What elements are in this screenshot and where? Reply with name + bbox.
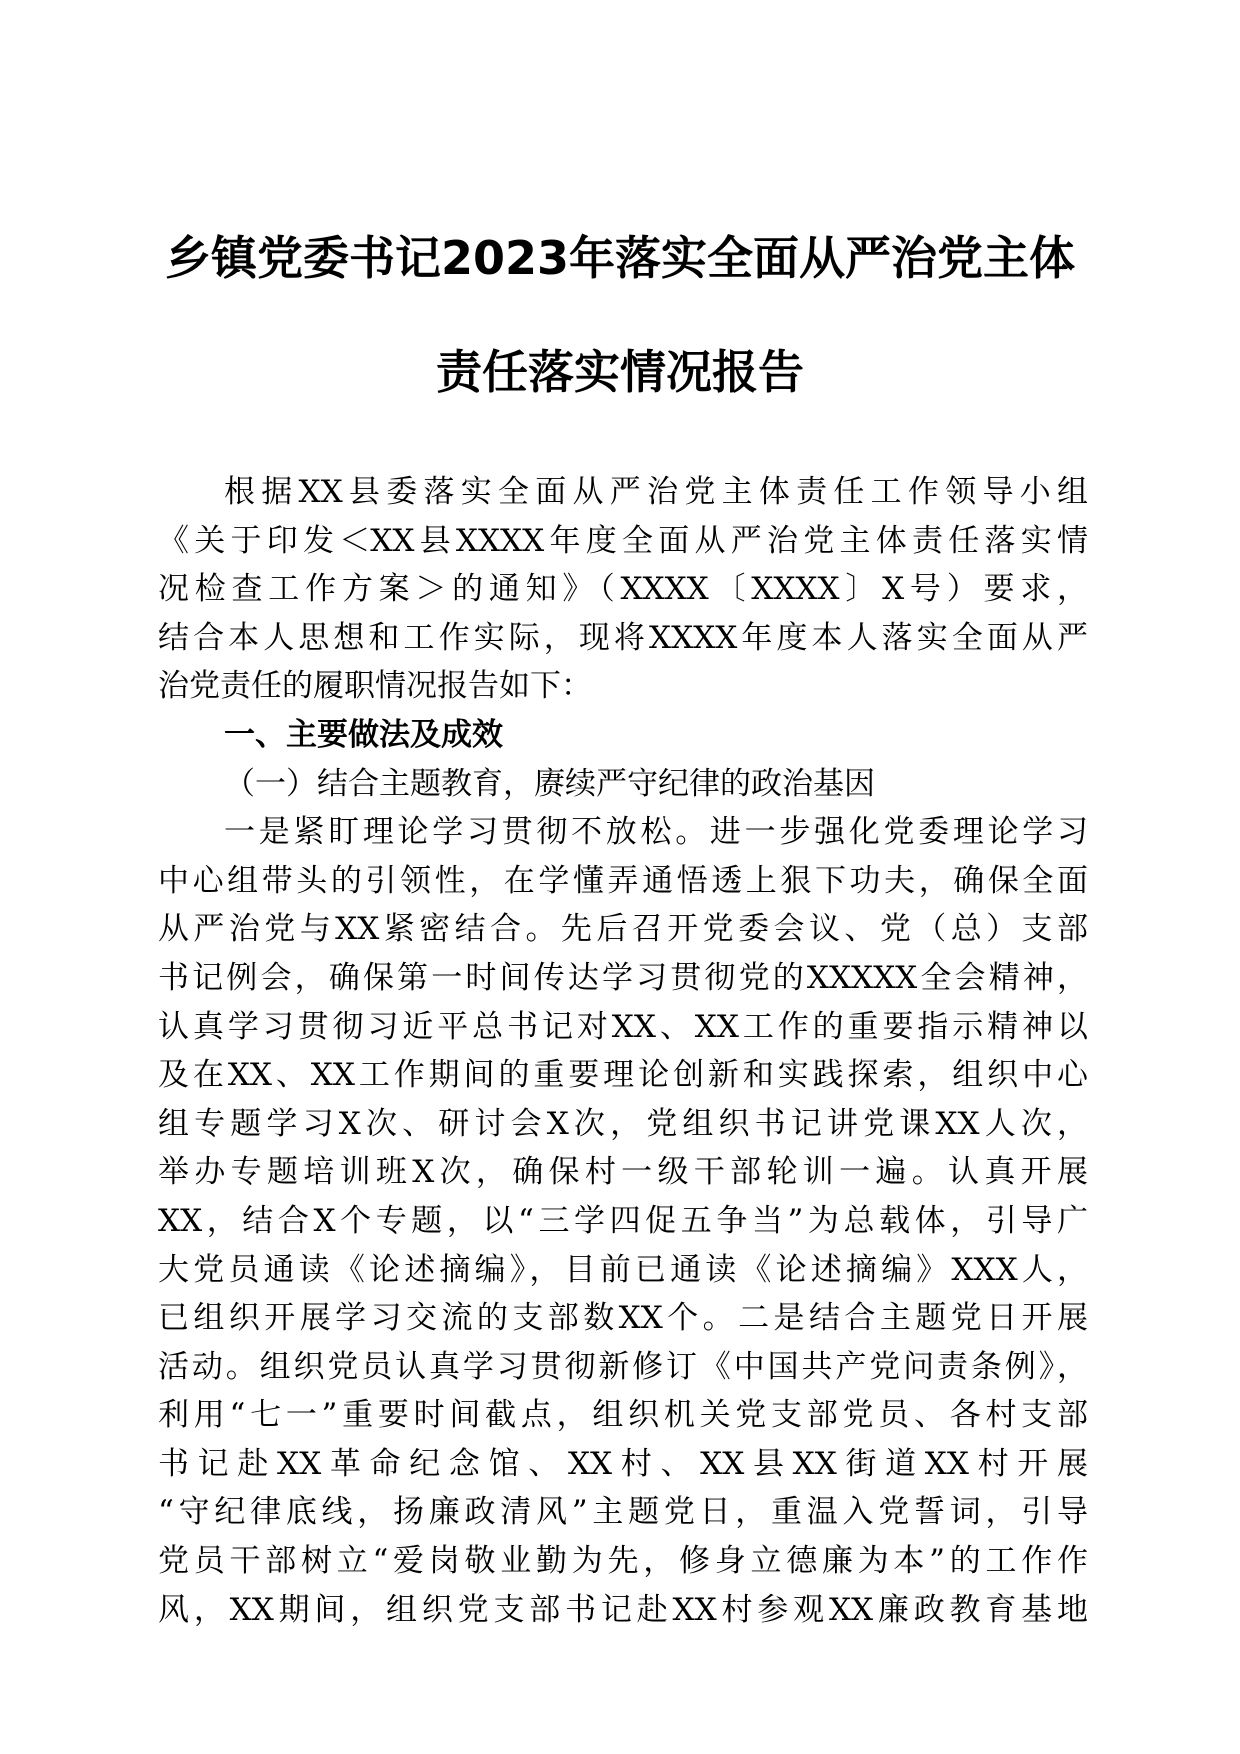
section-heading-1: 一、主要做法及成效: [224, 716, 503, 753]
paragraph-2-line: 风，XX期间，组织党支部书记赴XX村参观XX廉政教育基地: [158, 1591, 1088, 1628]
paragraph-2-line: 组专题学习X次、研讨会X次，党组织书记讲党课XX人次，: [158, 1105, 1088, 1142]
paragraph-2-line: “守纪律底线，扬廉政清风”主题党日，重温入党誓词，引导: [158, 1494, 1088, 1531]
document-body: [158, 468, 1088, 1634]
paragraph-2-line: 党员干部树立“爱岗敬业勤为先，修身立德廉为本”的工作作: [158, 1543, 1088, 1580]
section-heading-2: （一）结合主题教育，赓续严守纪律的政治基因: [224, 765, 875, 802]
document-title-line-2: 责任落实情况报告: [436, 345, 804, 399]
paragraph-2-line: 认真学习贯彻习近平总书记对XX、XX工作的重要指示精神以: [158, 1008, 1088, 1045]
paragraph-2-line: 从严治党与XX紧密结合。先后召开党委会议、党（总）支部: [158, 911, 1088, 948]
paragraph-1-line: 结合本人思想和工作实际，现将XXXX年度本人落实全面从严: [158, 619, 1088, 656]
paragraph-2-line: 举办专题培训班X次，确保村一级干部轮训一遍。认真开展: [158, 1154, 1088, 1191]
paragraph-2-line: 书记例会，确保第一时间传达学习贯彻党的XXXXX全会精神，: [158, 959, 1088, 996]
paragraph-2-line: 利用“七一”重要时间截点，组织机关党支部党员、各村支部: [158, 1397, 1088, 1434]
paragraph-2-line: 活动。组织党员认真学习贯彻新修订《中国共产党问责条例》，: [158, 1348, 1088, 1385]
paragraph-1-line: 《关于印发＜XX县XXXX年度全面从严治党主体责任落实情: [158, 522, 1088, 559]
paragraph-2-line: 书记赴XX革命纪念馆、XX村、XX县XX街道XX村开展: [158, 1445, 1088, 1482]
paragraph-1-line: 根据XX县委落实全面从严治党主体责任工作领导小组: [224, 474, 1088, 510]
document-title-line-1: 乡镇党委书记2023年落实全面从严治党主体: [164, 231, 1076, 285]
paragraph-1-line: 治党责任的履职情况报告如下：: [158, 668, 592, 705]
paragraph-2-line: 大党员通读《论述摘编》，目前已通读《论述摘编》XXX人，: [158, 1251, 1088, 1288]
paragraph-2-line: 及在XX、XX工作期间的重要理论创新和实践探索，组织中心: [158, 1057, 1088, 1094]
paragraph-2-line: 已组织开展学习交流的支部数XX个。二是结合主题党日开展: [158, 1300, 1088, 1337]
paragraph-2-line: 中心组带头的引领性，在学懂弄通悟透上狠下功夫，确保全面: [158, 862, 1088, 899]
paragraph-2-line: XX，结合X个专题，以“三学四促五争当”为总载体，引导广: [158, 1202, 1088, 1239]
paragraph-2-line: 一是紧盯理论学习贯彻不放松。进一步强化党委理论学习: [224, 814, 1088, 851]
paragraph-1-line: 况检查工作方案＞的通知》（XXXX〔XXXX〕X号）要求，: [158, 571, 1088, 608]
